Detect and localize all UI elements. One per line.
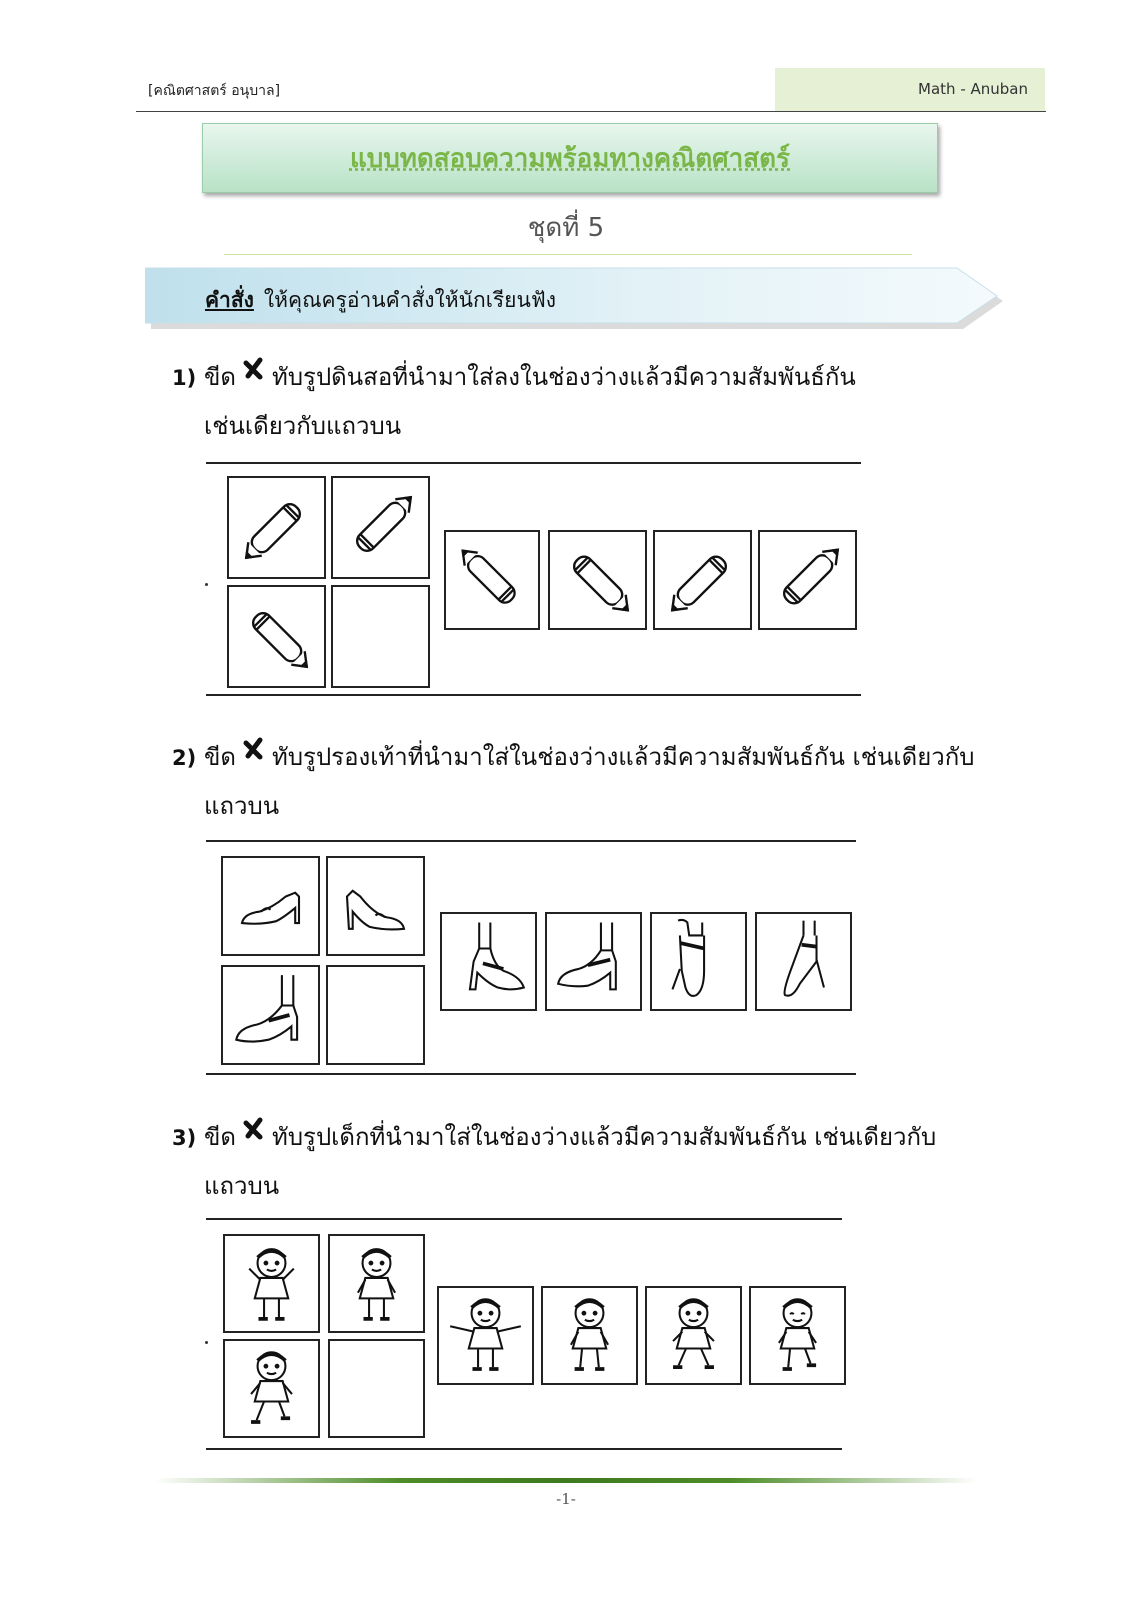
- pencil-option[interactable]: [653, 530, 752, 630]
- shoe-icon: [223, 967, 318, 1063]
- girl-option[interactable]: [645, 1286, 742, 1385]
- question-text-rest: ทับรูปเด็กที่นำมาใส่ในช่องว่างแล้วมีความสัมพันธ์กัน เช่นเดียวกับ: [272, 1123, 937, 1151]
- header-divider: [136, 111, 1046, 112]
- bottom-rule: [206, 1073, 856, 1075]
- girl-option[interactable]: [437, 1286, 534, 1385]
- shoe-option[interactable]: [650, 912, 747, 1011]
- bottom-rule: [206, 694, 861, 696]
- question-2: [172, 737, 975, 820]
- girl-cell: [328, 1234, 425, 1333]
- question-number: 3): [172, 1126, 197, 1150]
- girl-icon: [330, 1236, 423, 1331]
- question-text-start: ขีด: [204, 363, 236, 391]
- title-box: [202, 123, 938, 193]
- top-rule: [206, 1218, 842, 1220]
- pencil-icon: [333, 478, 428, 577]
- instruction-text: ให้คุณครูอ่านคำสั่งให้นักเรียนฟัง: [263, 288, 556, 312]
- shoe-icon: [547, 914, 640, 1009]
- question-3: [172, 1117, 937, 1200]
- question-number: 2): [172, 746, 197, 770]
- instruction: [205, 284, 556, 317]
- question-text-start: ขีด: [204, 1123, 236, 1151]
- shoe-option[interactable]: [545, 912, 642, 1011]
- girl-icon: [647, 1288, 740, 1383]
- pencil-option[interactable]: [758, 530, 857, 630]
- question-number: 1): [172, 366, 197, 390]
- shoe-icon: [328, 858, 423, 954]
- pencil-icon: [760, 532, 855, 628]
- girl-cell: [223, 1234, 320, 1333]
- shoe-cell: [326, 856, 425, 956]
- pencil-option[interactable]: [444, 530, 540, 630]
- girl-option[interactable]: [541, 1286, 638, 1385]
- pencil-icon: [550, 532, 645, 628]
- shoe-cell: [221, 856, 320, 956]
- x-mark-icon: [242, 357, 266, 381]
- girl-icon: [439, 1288, 532, 1383]
- bottom-rule: [206, 1448, 842, 1450]
- page-number: -1-: [556, 1490, 576, 1508]
- girl-icon: [751, 1288, 844, 1383]
- shoe-cell: [221, 965, 320, 1065]
- girl-icon: [225, 1236, 318, 1331]
- header-left-label: [คณิตศาสตร์ อนุบาล]: [148, 83, 281, 99]
- pencil-icon: [229, 587, 324, 686]
- shoe-icon: [652, 914, 745, 1009]
- pencil-option[interactable]: [548, 530, 647, 630]
- question-text-line2: แถวบน: [204, 1172, 280, 1200]
- question-1: [172, 357, 856, 440]
- girl-icon: [543, 1288, 636, 1383]
- shoe-icon: [442, 914, 535, 1009]
- shoe-icon: [757, 914, 850, 1009]
- pencil-icon: [446, 532, 538, 628]
- dot-mark: [205, 583, 208, 586]
- x-mark-icon: [242, 737, 266, 761]
- shoe-option[interactable]: [755, 912, 852, 1011]
- page-title: แบบทดสอบความพร้อมทางคณิตศาสตร์: [349, 143, 791, 174]
- girl-icon: [225, 1341, 318, 1436]
- empty-answer-cell[interactable]: [326, 965, 425, 1065]
- girl-cell: [223, 1339, 320, 1438]
- x-mark-icon: [242, 1117, 266, 1141]
- pencil-cell: [227, 476, 326, 579]
- question-text-start: ขีด: [204, 743, 236, 771]
- empty-answer-cell[interactable]: [331, 585, 430, 688]
- dot-mark: [205, 1341, 208, 1344]
- empty-answer-cell[interactable]: [328, 1339, 425, 1438]
- instruction-label: คำสั่ง: [205, 288, 254, 312]
- shoe-icon: [223, 858, 318, 954]
- set-label: ชุดที่ 5: [527, 213, 605, 243]
- header-right-label: Math - Anuban: [918, 80, 1028, 98]
- question-text-rest: ทับรูปรองเท้าที่นำมาใส่ในช่องว่างแล้วมีความสัมพันธ์กัน เช่นเดียวกับ: [272, 743, 975, 771]
- question-text-line2: แถวบน: [204, 792, 280, 820]
- set-underline: [224, 254, 912, 255]
- top-rule: [206, 462, 861, 464]
- pencil-cell: [227, 585, 326, 688]
- pencil-icon: [655, 532, 750, 628]
- shoe-option[interactable]: [440, 912, 537, 1011]
- pencil-cell: [331, 476, 430, 579]
- top-rule: [206, 840, 856, 842]
- girl-option[interactable]: [749, 1286, 846, 1385]
- footer-divider: [155, 1478, 977, 1483]
- pencil-icon: [229, 478, 324, 577]
- question-text-line2: เช่นเดียวกับแถวบน: [204, 412, 402, 440]
- question-text-rest: ทับรูปดินสอที่นำมาใส่ลงในช่องว่างแล้วมีความสัมพันธ์กัน: [272, 363, 856, 391]
